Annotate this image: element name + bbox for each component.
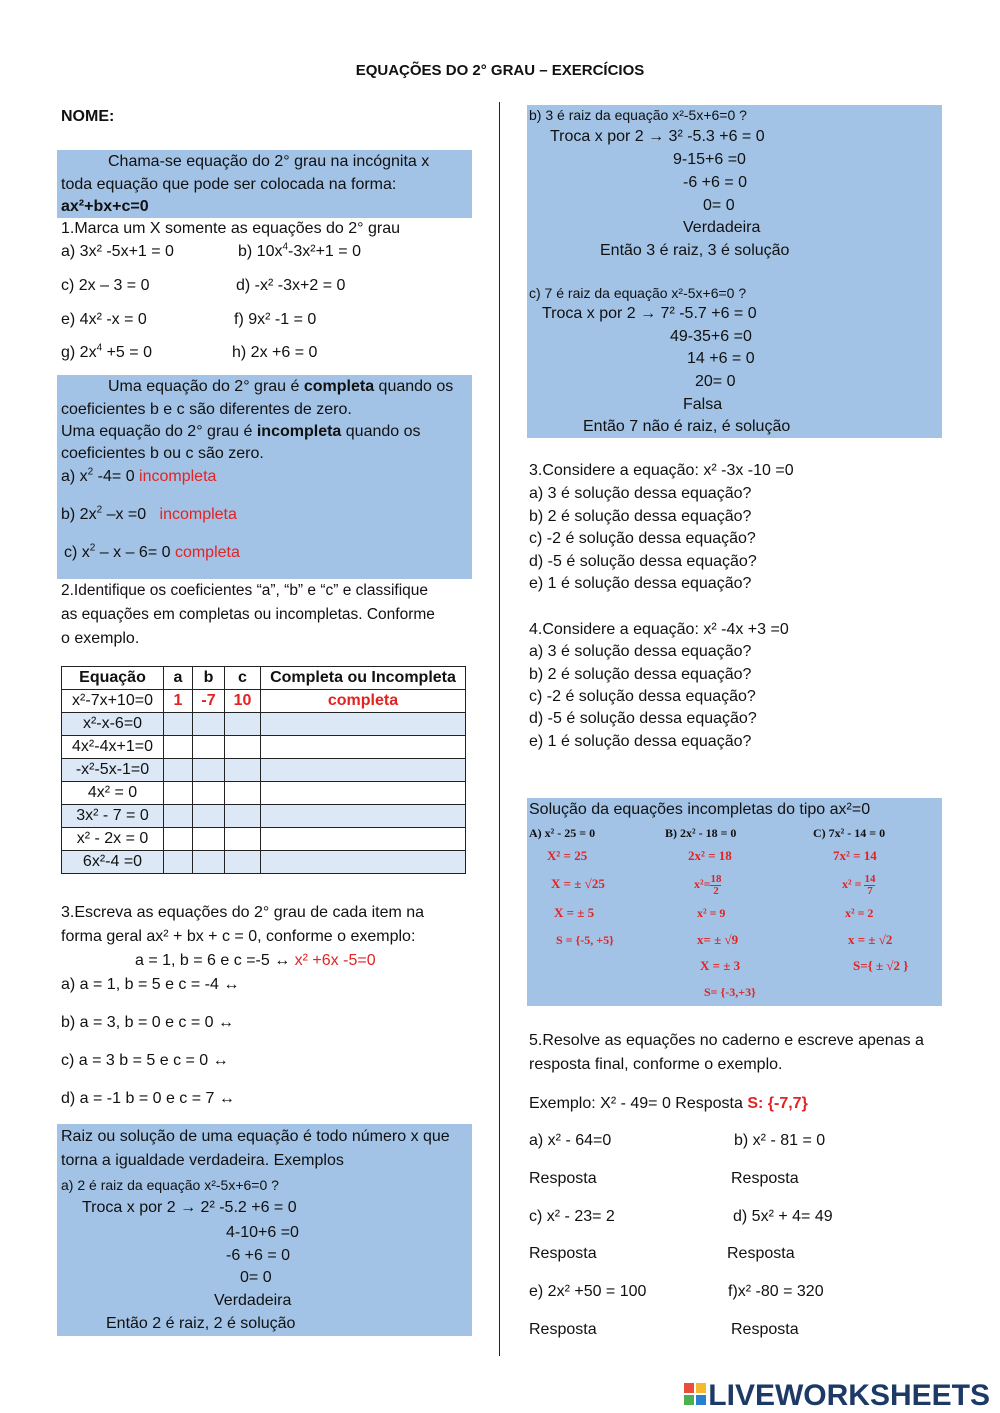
q1-item-e: e) 4x² -x = 0: [61, 311, 147, 328]
q1-item-a: a) 3x² -5x+1 = 0: [61, 243, 174, 260]
box-c-line-3: 49-35+6 =0: [670, 328, 752, 345]
q1-item-b: b) $10x^4-3x^2+1 = 0$: [238, 241, 361, 260]
intro-formula: ax²+bx+c=0: [61, 198, 149, 215]
table-row: [62, 851, 466, 874]
sol-b-step-5: X = ± 3: [700, 958, 741, 973]
cell-a[interactable]: [164, 736, 193, 759]
q5-line-1: 5.Resolve as equações no caderno e escreve apenas a: [529, 1032, 924, 1049]
cell-c[interactable]: [225, 759, 261, 782]
sol-a-step-3: X = ± 5: [554, 905, 595, 920]
q2-line-1: 2.Identifique os coeficientes “a”, “b” e “c” e classifique: [61, 582, 429, 599]
table-row: [62, 713, 466, 736]
box-c-line-1: c) 7 é raiz da equação x²-5x+6=0 ?: [529, 285, 747, 301]
box-c-line-5: 20= 0: [695, 373, 736, 390]
q2-line-2: as equações em completas ou incompletas. Conforme: [61, 606, 435, 623]
cell-a[interactable]: [164, 805, 193, 828]
sol-a-result: S = {-5, +5}: [556, 933, 614, 947]
q3b-heading: 3.Considere a equação: x² -3x -10 =0: [529, 462, 794, 479]
cell-b[interactable]: [193, 782, 225, 805]
box-c-line-4: 14 +6 = 0: [687, 350, 755, 367]
box-b-line-3: 9-15+6 =0: [673, 151, 746, 168]
q5-item-c: c) x² - 23= 2: [529, 1208, 615, 1225]
cell-classification[interactable]: [261, 759, 466, 782]
root-line-4: Troca x por 2 → 2² -5.2 +6 = 0: [82, 1199, 297, 1216]
header-c: c: [225, 667, 261, 690]
root-line-7: 0= 0: [240, 1269, 272, 1286]
cell-b[interactable]: [193, 736, 225, 759]
sol-b-step-2: x²= $\frac{18}{2}$: [694, 872, 722, 897]
cell-c[interactable]: [225, 782, 261, 805]
sol-b-step-1: 2x² = 18: [688, 848, 732, 863]
cell-classification[interactable]: [261, 782, 466, 805]
page-title: EQUAÇÕES DO 2° GRAU – EXERCÍCIOS: [355, 62, 645, 79]
example-b: -7: [193, 690, 225, 713]
example-c: 10: [225, 690, 261, 713]
box-b-line-1: b) 3 é raiz da equação x²-5x+6=0 ?: [529, 107, 747, 123]
q5-item-e: e) 2x² +50 = 100: [529, 1283, 647, 1300]
sol-a-heading: A) x² - 25 = 0: [529, 826, 596, 840]
sol-c-result: S={ ± √2 }: [853, 958, 909, 973]
q4-item-b: b) 2 é solução dessa equação?: [529, 666, 752, 683]
coefficients-table: [61, 666, 466, 874]
q1-item-d: d) -x² -3x+2 = 0: [236, 277, 346, 294]
q3b-item-b: b) 2 é solução dessa equação?: [529, 508, 752, 525]
q5-answer-f[interactable]: Resposta: [731, 1321, 799, 1338]
sol-b-result: S= {-3,+3}: [704, 985, 756, 999]
table-row: [62, 782, 466, 805]
sol-c-step-3: x² = 2: [845, 906, 874, 920]
sol-b-step-3: x² = 9: [697, 906, 726, 920]
q1-item-c: c) 2x – 3 = 0: [61, 277, 150, 294]
root-line-5: 4-10+6 =0: [226, 1224, 299, 1241]
cell-classification[interactable]: [261, 736, 466, 759]
q4-item-e: e) 1 é solução dessa equação?: [529, 733, 752, 750]
sol-a-step-1: X² = 25: [547, 848, 588, 863]
q3b-item-d: d) -5 é solução dessa equação?: [529, 553, 757, 570]
table-header-row: [62, 667, 466, 690]
q5-answer-b[interactable]: Resposta: [731, 1170, 799, 1187]
example-a: 1: [164, 690, 193, 713]
complete-example-b: b) $2x^2$ –x =0 incompleta: [61, 504, 237, 523]
q1-heading: 1.Marca um X somente as equações do 2° grau: [61, 220, 401, 237]
q3b-item-c: c) -2 é solução dessa equação?: [529, 530, 756, 547]
sol-b-step-4: x= ± √9: [697, 932, 739, 947]
cell-a[interactable]: [164, 851, 193, 874]
header-b: b: [193, 667, 225, 690]
example-classification: completa: [261, 690, 466, 713]
q3b-item-a: a) 3 é solução dessa equação?: [529, 485, 752, 502]
sol-b-heading: B) 2x² - 18 = 0: [665, 826, 737, 840]
cell-classification[interactable]: [261, 713, 466, 736]
cell-a[interactable]: [164, 713, 193, 736]
row-equation: 4x²-4x+1=0: [62, 736, 164, 759]
box-c-line-2: Troca x por 2 → 7² -5.7 +6 = 0: [542, 305, 757, 322]
q3-item-c: c) a = 3 b = 5 e c = 0 ↔: [61, 1052, 229, 1069]
q5-item-d: d) 5x² + 4= 49: [733, 1208, 833, 1225]
liveworksheets-logo: [684, 1379, 990, 1413]
name-label: NOME:: [61, 108, 115, 125]
q4-heading: 4.Considere a equação: x² -4x +3 =0: [529, 621, 789, 638]
q5-item-b: b) x² - 81 = 0: [734, 1132, 826, 1149]
complete-example-a: a) $x^2$ -4= 0 incompleta: [61, 466, 217, 485]
q3-item-d: d) a = -1 b = 0 e c = 7 ↔: [61, 1090, 235, 1107]
sol-c-step-4: x = ± √2: [848, 932, 893, 947]
row-equation: 4x² = 0: [62, 782, 164, 805]
table-row-example: [62, 690, 466, 713]
q4-item-d: d) -5 é solução dessa equação?: [529, 710, 757, 727]
cell-a[interactable]: [164, 759, 193, 782]
q5-answer-d[interactable]: Resposta: [727, 1245, 795, 1262]
logo-cube-icon: [684, 1383, 706, 1405]
fraction-14-7: $\frac{14}{7}$: [864, 872, 876, 897]
example-equation: x²-7x+10=0: [62, 690, 164, 713]
q5-item-a: a) x² - 64=0: [529, 1132, 612, 1149]
q3-item-a: a) a = 1, b = 5 e c = -4 ↔: [61, 976, 240, 993]
q1-item-f: f) 9x² -1 = 0: [234, 311, 317, 328]
column-divider: [499, 102, 500, 1356]
header-a: a: [164, 667, 193, 690]
q3-item-b: b) a = 3, b = 0 e c = 0 ↔: [61, 1014, 234, 1031]
sol-a-step-2: X = ± √25: [551, 876, 605, 891]
q3b-item-e: e) 1 é solução dessa equação?: [529, 575, 752, 592]
root-line-2: torna a igualdade verdadeira. Exemplos: [61, 1152, 344, 1169]
cell-a[interactable]: [164, 782, 193, 805]
row-equation: 6x²-4 =0: [62, 851, 164, 874]
cell-b[interactable]: [193, 805, 225, 828]
q5-answer-a[interactable]: Resposta: [529, 1170, 597, 1187]
q4-item-c: c) -2 é solução dessa equação?: [529, 688, 756, 705]
cell-b[interactable]: [193, 713, 225, 736]
fraction-18-2: $\frac{18}{2}$: [710, 872, 722, 897]
intro-line-1: Chama-se equação do 2° grau na incógnita x: [108, 153, 430, 170]
root-line-8: Verdadeira: [214, 1292, 292, 1309]
q5-line-2: resposta final, conforme o exemplo.: [529, 1056, 783, 1073]
box-c-line-7: Então 7 não é raiz, é solução: [583, 418, 791, 435]
row-equation: x²-x-6=0: [62, 713, 164, 736]
q5-example: Exemplo: X² - 49= 0 Resposta S: {-7,7}: [529, 1095, 808, 1112]
cell-c[interactable]: [225, 713, 261, 736]
sol-c-heading: C) 7x² - 14 = 0: [813, 826, 886, 840]
cell-classification[interactable]: [261, 851, 466, 874]
header-classification: Completa ou Incompleta: [261, 667, 466, 690]
box-b-line-2: Troca x por 2 → 3² -5.3 +6 = 0: [550, 128, 765, 145]
cell-classification[interactable]: [261, 828, 466, 851]
root-line-6: -6 +6 = 0: [226, 1247, 291, 1264]
table-row: [62, 759, 466, 782]
complete-line-3: Uma equação do 2° grau é incompleta quando os: [61, 423, 421, 440]
solution-title: Solução da equações incompletas do tipo ax²=0: [529, 801, 871, 818]
cell-c[interactable]: [225, 851, 261, 874]
cell-c[interactable]: [225, 828, 261, 851]
header-equation: Equação: [62, 667, 164, 690]
q1-item-h: h) 2x +6 = 0: [232, 344, 318, 361]
root-line-1: Raiz ou solução de uma equação é todo número x que: [61, 1128, 450, 1145]
root-line-9: Então 2 é raiz, 2 é solução: [106, 1315, 296, 1332]
q4-item-a: a) 3 é solução dessa equação?: [529, 643, 752, 660]
row-equation: 3x² - 7 = 0: [62, 805, 164, 828]
cell-b[interactable]: [193, 851, 225, 874]
row-equation: -x²-5x-1=0: [62, 759, 164, 782]
q5-item-f: f)x² -80 = 320: [728, 1283, 824, 1300]
q5-answer-c[interactable]: Resposta: [529, 1245, 597, 1262]
table-row: [62, 805, 466, 828]
cell-b[interactable]: [193, 759, 225, 782]
intro-line-2: toda equação que pode ser colocada na forma:: [61, 176, 397, 193]
cell-classification[interactable]: [261, 805, 466, 828]
box-b-line-6: Verdadeira: [683, 219, 761, 236]
sol-c-step-2: x² = $\frac{14}{7}$: [842, 872, 876, 897]
q5-answer-e[interactable]: Resposta: [529, 1321, 597, 1338]
q1-item-g: g) $2x^4 +5 = 0$: [61, 342, 152, 361]
cell-a[interactable]: [164, 828, 193, 851]
complete-line-2: coeficientes b e c são diferentes de zero.: [61, 401, 352, 418]
q2-line-3: o exemplo.: [61, 630, 140, 647]
cell-b[interactable]: [193, 828, 225, 851]
complete-line-4: coeficientes b ou c são zero.: [61, 445, 264, 462]
table-row: [62, 828, 466, 851]
complete-line-1: Uma equação do 2° grau é completa quando os: [108, 378, 454, 395]
box-b-line-5: 0= 0: [703, 197, 735, 214]
cell-c[interactable]: [225, 736, 261, 759]
box-b-line-4: -6 +6 = 0: [683, 174, 748, 191]
q3-line-2: forma geral ax² + bx + c = 0, conforme o exemplo:: [61, 928, 416, 945]
q3-line-1: 3.Escreva as equações do 2° grau de cada item na: [61, 904, 425, 921]
q3-example: a = 1, b = 6 e c =-5 ↔ x² +6x -5=0: [135, 952, 376, 969]
table-row: [62, 736, 466, 759]
box-c-line-6: Falsa: [683, 396, 723, 413]
complete-example-c: c) $x^2 - x - 6= 0$ completa: [64, 542, 240, 561]
sol-c-step-1: 7x² = 14: [833, 848, 877, 863]
cell-c[interactable]: [225, 805, 261, 828]
root-line-3: a) 2 é raiz da equação x²-5x+6=0 ?: [61, 1177, 279, 1193]
box-b-line-7: Então 3 é raiz, 3 é solução: [600, 242, 790, 259]
logo-text: LIVEWORKSHEETS: [708, 1379, 990, 1412]
row-equation: x² - 2x = 0: [62, 828, 164, 851]
